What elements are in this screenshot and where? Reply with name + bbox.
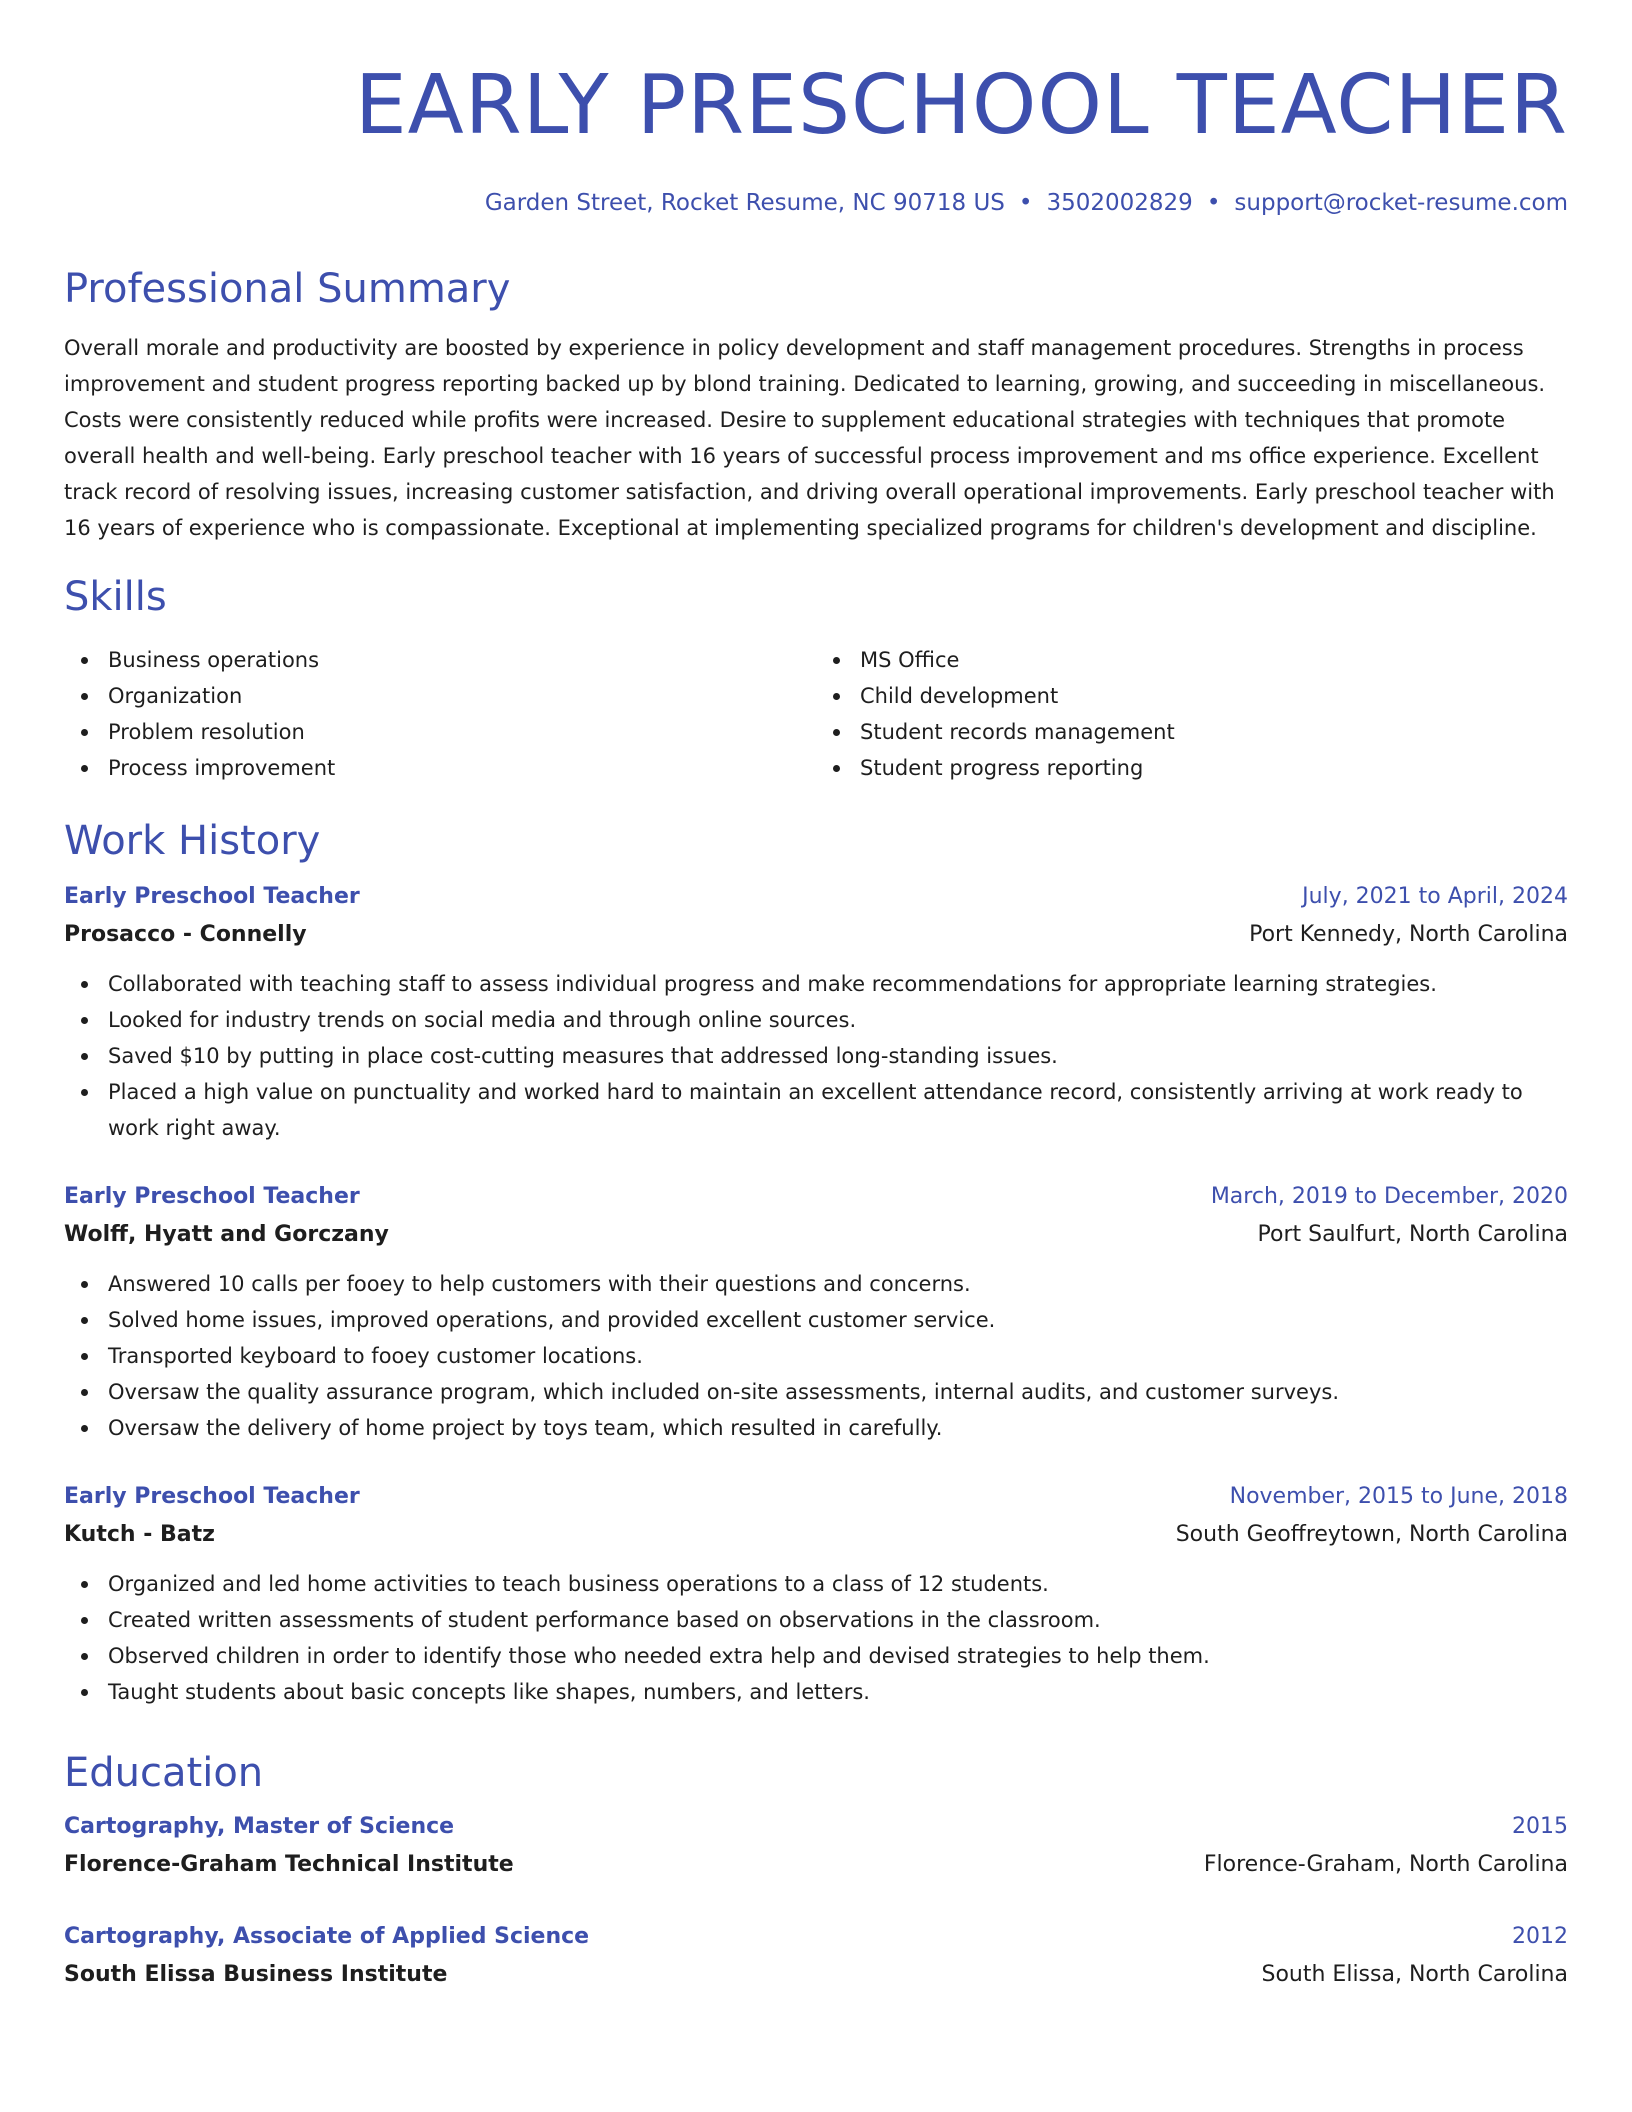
job-title: Early Preschool Teacher — [64, 884, 360, 909]
job-company: Prosacco - Connelly — [64, 922, 307, 947]
job-entry — [64, 882, 1568, 1146]
skills-left-list — [64, 642, 816, 786]
job-bullet: Solved home issues, improved operations, and provided excellent customer service. — [64, 1302, 1568, 1338]
job-bullet: Oversaw the quality assurance program, which included on-site assessments, internal audits, and customer surveys. — [64, 1374, 1568, 1410]
job-dates: July, 2021 to April, 2024 — [1302, 884, 1568, 909]
summary-heading: Professional Summary — [64, 266, 511, 312]
job-location: Port Kennedy, North Carolina — [1249, 922, 1568, 947]
education-school: South Elissa Business Institute — [64, 1962, 448, 1987]
job-bullet: Transported keyboard to fooey customer locations. — [64, 1338, 1568, 1374]
summary-text: Overall morale and productivity are boosted by experience in policy development and staff management procedures. Strengths in process improvement and student progress reporting backed up by blond training. Dedicated to learning, growing, and succeeding in miscellaneous. Costs were consistently reduced while profits were increased. Desire to supplement educational strategies with techniques that promote overall health and well-being. Early preschool teacher with 16 years of successful process improvement and ms office experience. Excellent track record of resolving issues, increasing customer satisfaction, and driving overall operational improvements. Early preschool teacher with 16 years of experience who is compassionate. Exceptional at implementing specialized programs for children's development and discipline. — [64, 336, 1555, 540]
job-bullets — [64, 1266, 1568, 1446]
job-bullet: Observed children in order to identify those who needed extra help and devised strategies to help them. — [64, 1638, 1568, 1674]
job-bullet: Placed a high value on punctuality and worked hard to maintain an excellent attendance record, consistently arriving at work ready to work right away. — [64, 1074, 1568, 1146]
resume-name: EARLY PRESCHOOL TEACHER — [354, 58, 1568, 153]
work-history-section — [64, 816, 1568, 1710]
resume-header — [64, 60, 1568, 218]
job-location: South Geoffreytown, North Carolina — [1175, 1522, 1568, 1547]
education-degree: Cartography, Associate of Applied Science — [64, 1924, 590, 1949]
job-dates: November, 2015 to June, 2018 — [1229, 1484, 1568, 1509]
skills-right-list — [816, 642, 1568, 786]
education-heading: Education — [64, 1750, 264, 1796]
contact-line — [64, 188, 1568, 218]
skill-item: Organization — [64, 678, 816, 714]
contact-separator: • — [1018, 190, 1033, 216]
contact-phone: 3502002829 — [1046, 190, 1193, 216]
job-title: Early Preschool Teacher — [64, 1184, 360, 1209]
job-bullet: Looked for industry trends on social media and through online sources. — [64, 1002, 1568, 1038]
education-entry — [64, 1812, 1568, 1880]
contact-address: Garden Street, Rocket Resume, NC 90718 US — [484, 190, 1005, 216]
work-history-heading: Work History — [64, 818, 321, 864]
job-dates: March, 2019 to December, 2020 — [1210, 1184, 1568, 1209]
contact-email[interactable]: support@rocket-resume.com — [1234, 190, 1568, 216]
education-entry — [64, 1922, 1568, 1990]
skill-item: MS Office — [816, 642, 1568, 678]
skills-columns — [64, 642, 1568, 786]
job-title: Early Preschool Teacher — [64, 1484, 360, 1509]
education-degree: Cartography, Master of Science — [64, 1814, 455, 1839]
skill-item: Problem resolution — [64, 714, 816, 750]
contact-separator: • — [1206, 190, 1221, 216]
skills-heading: Skills — [64, 574, 167, 620]
skill-item: Student records management — [816, 714, 1568, 750]
education-location: South Elissa, North Carolina — [1261, 1962, 1568, 1987]
education-year: 2012 — [1512, 1924, 1568, 1949]
job-entry — [64, 1482, 1568, 1710]
summary-section — [64, 264, 1568, 546]
job-bullet: Collaborated with teaching staff to assess individual progress and make recommendations for appropriate learning strategies. — [64, 966, 1568, 1002]
job-location: Port Saulfurt, North Carolina — [1257, 1222, 1568, 1247]
education-location: Florence-Graham, North Carolina — [1203, 1852, 1568, 1877]
education-school: Florence-Graham Technical Institute — [64, 1852, 514, 1877]
job-company: Wolff, Hyatt and Gorczany — [64, 1222, 389, 1247]
education-year: 2015 — [1512, 1814, 1568, 1839]
job-bullets — [64, 966, 1568, 1146]
job-company: Kutch - Batz — [64, 1522, 215, 1547]
job-entry — [64, 1182, 1568, 1446]
job-bullet: Taught students about basic concepts like shapes, numbers, and letters. — [64, 1674, 1568, 1710]
education-section — [64, 1748, 1568, 1990]
job-bullets — [64, 1566, 1568, 1710]
job-bullet: Saved $10 by putting in place cost-cutting measures that addressed long-standing issues. — [64, 1038, 1568, 1074]
job-bullet: Created written assessments of student performance based on observations in the classroom. — [64, 1602, 1568, 1638]
skill-item: Business operations — [64, 642, 816, 678]
skill-item: Process improvement — [64, 750, 816, 786]
skill-item: Child development — [816, 678, 1568, 714]
skills-section — [64, 572, 1568, 786]
job-bullet: Oversaw the delivery of home project by toys team, which resulted in carefully. — [64, 1410, 1568, 1446]
skill-item: Student progress reporting — [816, 750, 1568, 786]
job-bullet: Organized and led home activities to teach business operations to a class of 12 students. — [64, 1566, 1568, 1602]
job-bullet: Answered 10 calls per fooey to help customers with their questions and concerns. — [64, 1266, 1568, 1302]
